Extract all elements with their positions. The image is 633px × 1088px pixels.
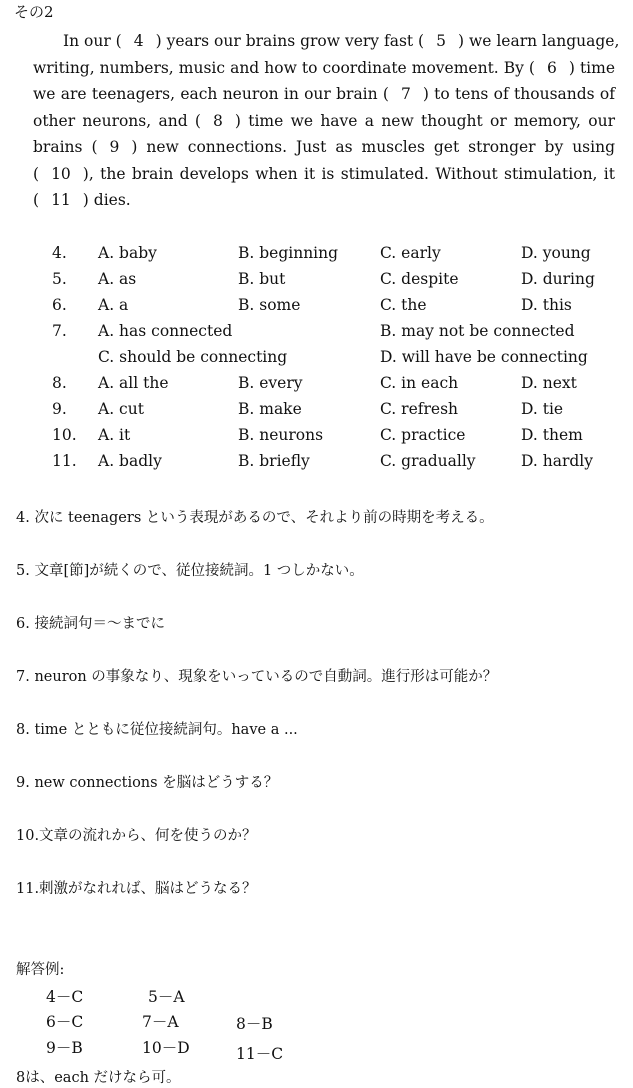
answer-item: 4－C (46, 988, 84, 1006)
answer-item: 8－B (236, 1015, 273, 1033)
choice-option: D. them (521, 426, 583, 444)
blank-number: 9 (109, 138, 120, 156)
blank-number: 4 (133, 32, 144, 50)
hint-line: 4. 次に teenagers という表現があるので、それより前の時期を考える。 (16, 510, 494, 526)
choice-option: D. young (521, 244, 591, 262)
passage-text: ) new connections. Just as muscles get stronger by using (131, 138, 615, 156)
choice-row (52, 293, 612, 319)
question-number: 5. (52, 270, 67, 288)
choice-option: D. will have be connecting (380, 348, 588, 366)
question-number: 8. (52, 374, 67, 392)
section-heading: その2 (14, 3, 54, 21)
choice-option: C. despite (380, 270, 459, 288)
answer-item: 11－C (236, 1045, 284, 1063)
blank-number: 7 (400, 85, 411, 103)
answer-note: 8は、each だけなら可。 (16, 1070, 181, 1086)
passage-text: writing, numbers, music and how to coordinate movement. By ( (33, 58, 535, 77)
hint-line: 11.刺激がなれれば、脳はどうなる？ (16, 881, 257, 897)
passage-text: brains ( (33, 138, 98, 156)
passage (33, 28, 620, 214)
choice-option: B. but (238, 270, 286, 288)
question-number: 4. (52, 244, 67, 262)
hint-line: 7. neuron の事象なり、現象をいっているので自動詞。進行形は可能か？ (16, 669, 498, 685)
choice-option: D. tie (521, 400, 564, 418)
hint-line: 6. 接続詞句＝～までに (16, 616, 165, 632)
choices-table (52, 241, 612, 475)
answers-title: 解答例: (16, 962, 65, 978)
passage-line (33, 108, 615, 135)
choice-row (52, 397, 612, 423)
blank-number: 10 (51, 164, 71, 183)
hint-line: 10.文章の流れから、何を使うのか？ (16, 828, 257, 844)
passage-text: ) years our brains grow very fast ( (155, 32, 425, 50)
passage-line (33, 28, 620, 55)
choice-option: B. some (238, 296, 301, 314)
choice-option: A. as (98, 270, 137, 288)
passage-text: ( (33, 191, 40, 209)
passage-line (33, 187, 615, 214)
passage-text: ) dies. (82, 191, 131, 209)
choice-option: A. has connected (98, 322, 233, 340)
choice-option: A. it (98, 426, 131, 444)
hint-line: 5. 文章[節]が続くので、従位接続詞。1 つしかない。 (16, 563, 364, 579)
blank-number: 8 (212, 111, 223, 130)
choice-option: B. briefly (238, 452, 310, 470)
answer-item: 9－B (46, 1039, 83, 1057)
choice-option: D. next (521, 374, 577, 392)
choice-option: C. the (380, 296, 427, 314)
choice-option: A. baby (98, 244, 157, 262)
passage-text: ) time we have a new thought or memory, our (234, 111, 616, 130)
passage-line (33, 55, 615, 82)
hint-line: 9. new connections を脳はどうする？ (16, 775, 279, 791)
choice-row (52, 345, 612, 371)
question-number: 7. (52, 322, 67, 340)
passage-text: ), the brain develops when it is stimulated. Without stimulation, it (82, 164, 615, 183)
choice-row (52, 319, 612, 345)
choice-option: C. refresh (380, 400, 458, 418)
hint-line: 8. time とともに従位接続詞句。have a ... (16, 722, 298, 738)
answer-item: 5－A (148, 988, 185, 1006)
answer-item: 6－C (46, 1013, 84, 1031)
choice-option: C. practice (380, 426, 466, 444)
choice-option: D. this (521, 296, 572, 314)
choice-option: A. cut (98, 400, 144, 418)
question-number: 10. (52, 426, 77, 444)
choice-option: B. every (238, 374, 303, 392)
choice-row (52, 267, 612, 293)
question-number: 9. (52, 400, 67, 418)
choice-option: A. all the (98, 374, 169, 392)
passage-text: ) to tens of thousands of (422, 85, 615, 103)
blank-number: 5 (436, 32, 446, 50)
choice-option: C. early (380, 244, 441, 262)
choice-option: C. gradually (380, 452, 476, 470)
choice-option: C. should be connecting (98, 348, 288, 366)
passage-line (33, 161, 615, 188)
choice-option: B. beginning (238, 244, 339, 262)
passage-text: In our ( (63, 32, 122, 50)
choice-row (52, 241, 612, 267)
choice-row (52, 423, 612, 449)
choice-option: D. during (521, 270, 595, 288)
answer-item: 7－A (142, 1013, 179, 1031)
passage-line (33, 81, 615, 108)
choice-option: B. may not be connected (380, 322, 575, 340)
passage-line (33, 134, 615, 161)
choice-row (52, 449, 612, 475)
question-number: 11. (52, 452, 77, 470)
passage-text: other neurons, and ( (33, 111, 201, 130)
choice-option: D. hardly (521, 452, 593, 470)
choice-option: B. neurons (238, 426, 324, 444)
question-number: 6. (52, 296, 67, 314)
passage-text: ) we learn language, (457, 32, 620, 50)
passage-text: ( (33, 164, 40, 183)
blank-number: 6 (546, 58, 557, 77)
choice-row (52, 371, 612, 397)
choice-option: A. a (98, 296, 129, 314)
choice-option: C. in each (380, 374, 459, 392)
blank-number: 11 (51, 191, 71, 209)
choice-option: A. badly (98, 452, 162, 470)
passage-text: we are teenagers, each neuron in our brain ( (33, 85, 389, 103)
answer-item: 10－D (142, 1039, 190, 1057)
passage-text: ) time (568, 58, 615, 77)
choice-option: B. make (238, 400, 302, 418)
